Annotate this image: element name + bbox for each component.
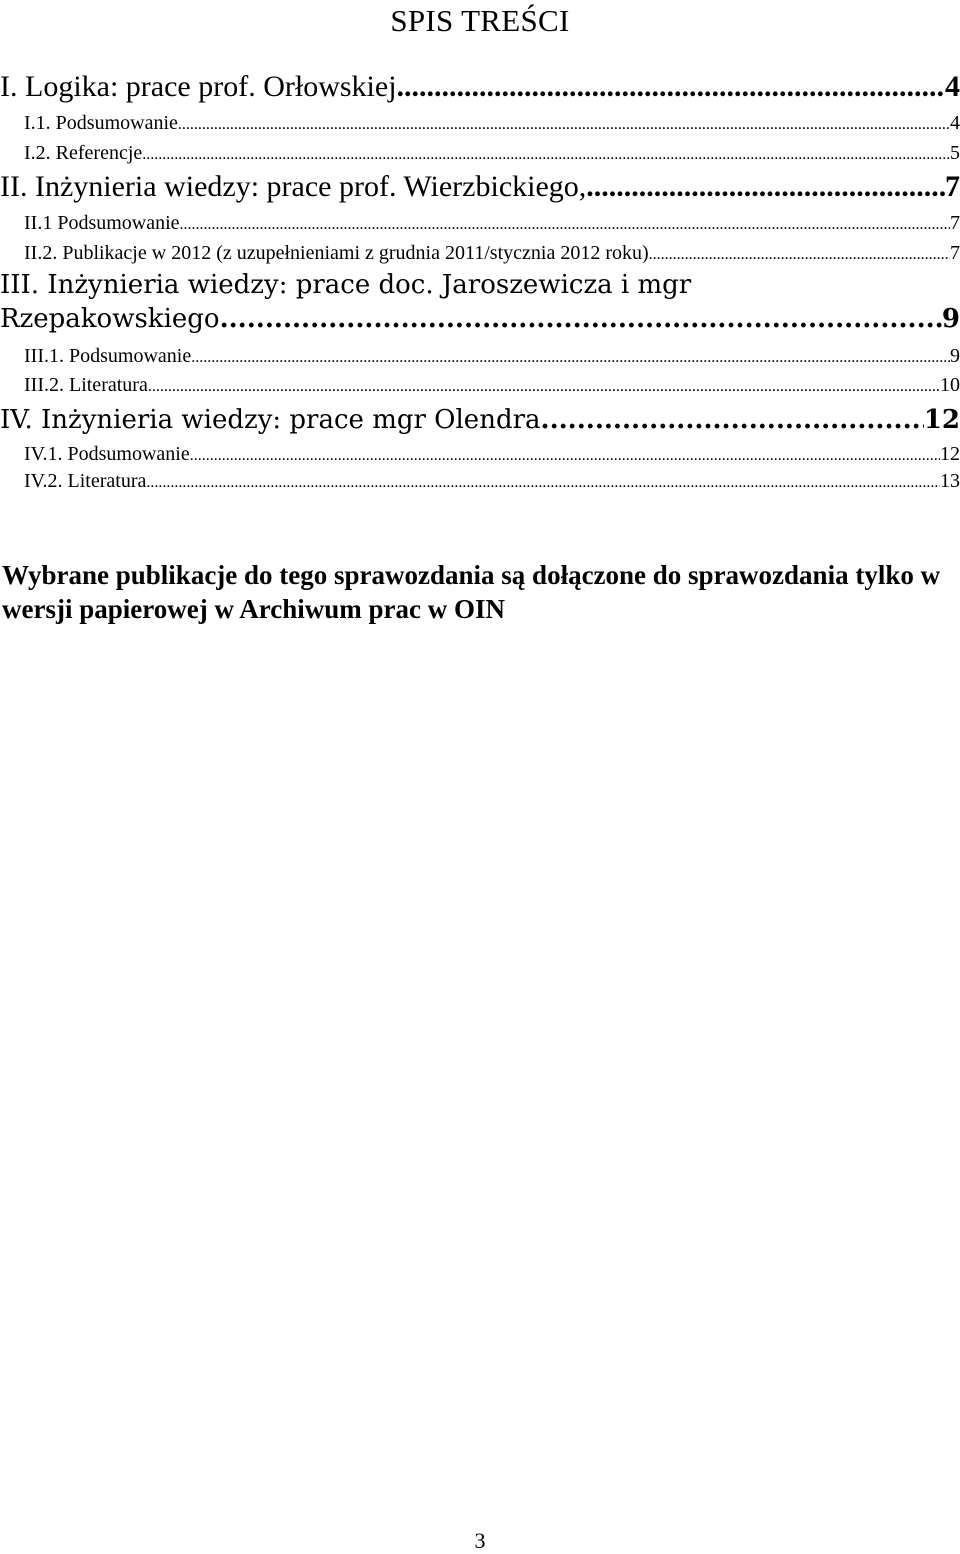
toc-entry-label: IV.2. Literatura [24,470,147,492]
toc-entry-label: II.1 Podsumowanie [24,212,180,234]
toc-entry-4-1[interactable] [0,441,960,469]
dot-leader [220,302,942,336]
toc-entry-3-1[interactable] [0,343,960,371]
toc-entry-label: Rzepakowskiego [0,304,220,334]
toc-entry-page: 9 [941,304,960,334]
dot-leader [142,142,950,168]
dot-leader [148,374,940,400]
dot-leader [191,345,950,371]
toc-entry-4[interactable] [0,403,960,437]
toc-entry-page: 7 [950,242,960,264]
dot-leader [180,212,950,238]
toc-entry-label: II.2. Publikacje w 2012 (z uzupełnieniami z grudnia 2011/stycznia 2012 roku) [24,242,649,264]
toc-entry-4-2[interactable] [0,468,960,496]
page-number: 3 [474,1528,486,1553]
dot-leader [178,112,950,138]
toc-entry-3[interactable] [0,268,960,336]
toc-entry-2-2[interactable] [0,240,960,268]
toc-entry-label: II. Inżynieria wiedzy: prace prof. Wierzbickiego, [0,170,587,203]
toc-entry-label: I. Logika: prace prof. Orłowskiej [0,70,397,103]
toc-entry-1-1[interactable] [0,110,960,138]
dot-leader [649,242,950,268]
dot-leader [541,403,924,437]
toc-entry-label: IV.1. Podsumowanie [24,443,190,465]
toc-entry-label: IV. Inżynieria wiedzy: prace mgr Olendra [0,405,541,435]
toc-entry-page: 4 [950,112,960,134]
dot-leader [586,170,945,204]
toc-entry-page: 9 [950,345,960,367]
toc-entry-1-2[interactable] [0,140,960,168]
dot-leader [190,443,940,469]
toc-entry-label: I.2. Referencje [24,142,143,164]
toc-entry-page: 4 [945,70,960,103]
toc-entry-page: 5 [950,142,960,164]
toc-entry-page: 13 [940,470,960,492]
toc-entry-label: III.2. Literatura [24,374,148,396]
toc-entry-2-1[interactable] [0,210,960,238]
toc-entry-page: 12 [923,405,960,435]
dot-leader [146,470,940,496]
toc-entry-2[interactable] [0,170,960,204]
page-title: SPIS TREŚCI [390,3,570,38]
toc-entry-label: III.1. Podsumowanie [24,345,192,367]
toc-entry-label-first-line: III. Inżynieria wiedzy: prace doc. Jaroszewicza i mgr [0,270,692,300]
dot-leader [397,70,945,104]
toc-entry-page: 12 [940,443,960,465]
paper-copy-note: Wybrane publikacje do tego sprawozdania są dołączone do sprawozdania tylko w wersji papierowej w Archiwum prac w OIN [2,560,941,624]
toc-entry-3-2[interactable] [0,372,960,400]
toc-entry-1[interactable] [0,70,960,104]
toc-entry-page: 7 [945,170,960,203]
toc-entry-page: 10 [940,374,960,396]
toc-entry-label: I.1. Podsumowanie [24,112,178,134]
toc-entry-page: 7 [950,212,960,234]
